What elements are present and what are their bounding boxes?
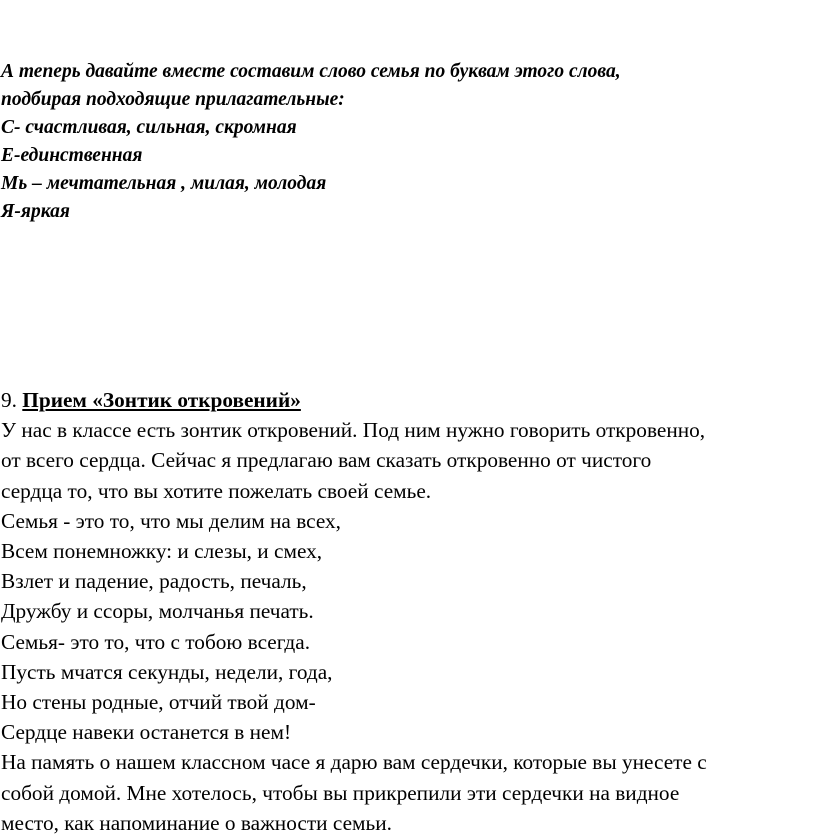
umbrella-section [1, 385, 815, 838]
poem-line: Семья- это то, что с тобою всегда. [1, 629, 311, 654]
acrostic-letter-e: Е-единственная [1, 145, 143, 166]
acrostic-letter-s: С- счастливая, сильная, скромная [1, 117, 297, 138]
acrostic-intro-line-1: А теперь давайте вместе составим слово семья по буквам этого слова, [1, 61, 621, 82]
section-number: 9. [1, 388, 23, 412]
paragraph-line: место, как напоминание о важности семьи. [1, 810, 392, 835]
acrostic-letter-m: Мь – мечтательная , милая, молодая [1, 173, 327, 194]
paragraph-line: У нас в классе есть зонтик откровений. Под ним нужно говорить откровенно, [1, 418, 706, 443]
section-heading [1, 385, 815, 415]
family-acrostic-section [1, 58, 811, 226]
paragraph-line: На память о нашем классном часе я дарю вам сердечки, которые вы унесете с [1, 750, 707, 775]
poem-line: Но стены родные, отчий твой дом- [1, 690, 316, 715]
paragraph-line: собой домой. Мне хотелось, чтобы вы прикрепили эти сердечки на видное [1, 780, 680, 805]
poem-line: Всем понемножку: и слезы, и смех, [1, 539, 323, 564]
section-title: Прием «Зонтик откровений» [22, 388, 301, 412]
acrostic-intro-line-2: подбирая подходящие прилагательные: [1, 89, 345, 110]
acrostic-letter-ya: Я-яркая [1, 201, 70, 222]
poem-line: Пусть мчатся секунды, недели, года, [1, 659, 333, 684]
poem-line: Взлет и падение, радость, печаль, [1, 569, 307, 594]
poem-line: Дружбу и ссоры, молчанья печать. [1, 599, 314, 624]
poem-line: Сердце навеки останется в нем! [1, 720, 292, 745]
paragraph-line: от всего сердца. Сейчас я предлагаю вам сказать откровенно от чистого [1, 448, 652, 473]
poem-line: Семья - это то, что мы делим на всех, [1, 508, 342, 533]
paragraph-line: сердца то, что вы хотите пожелать своей семье. [1, 478, 432, 503]
